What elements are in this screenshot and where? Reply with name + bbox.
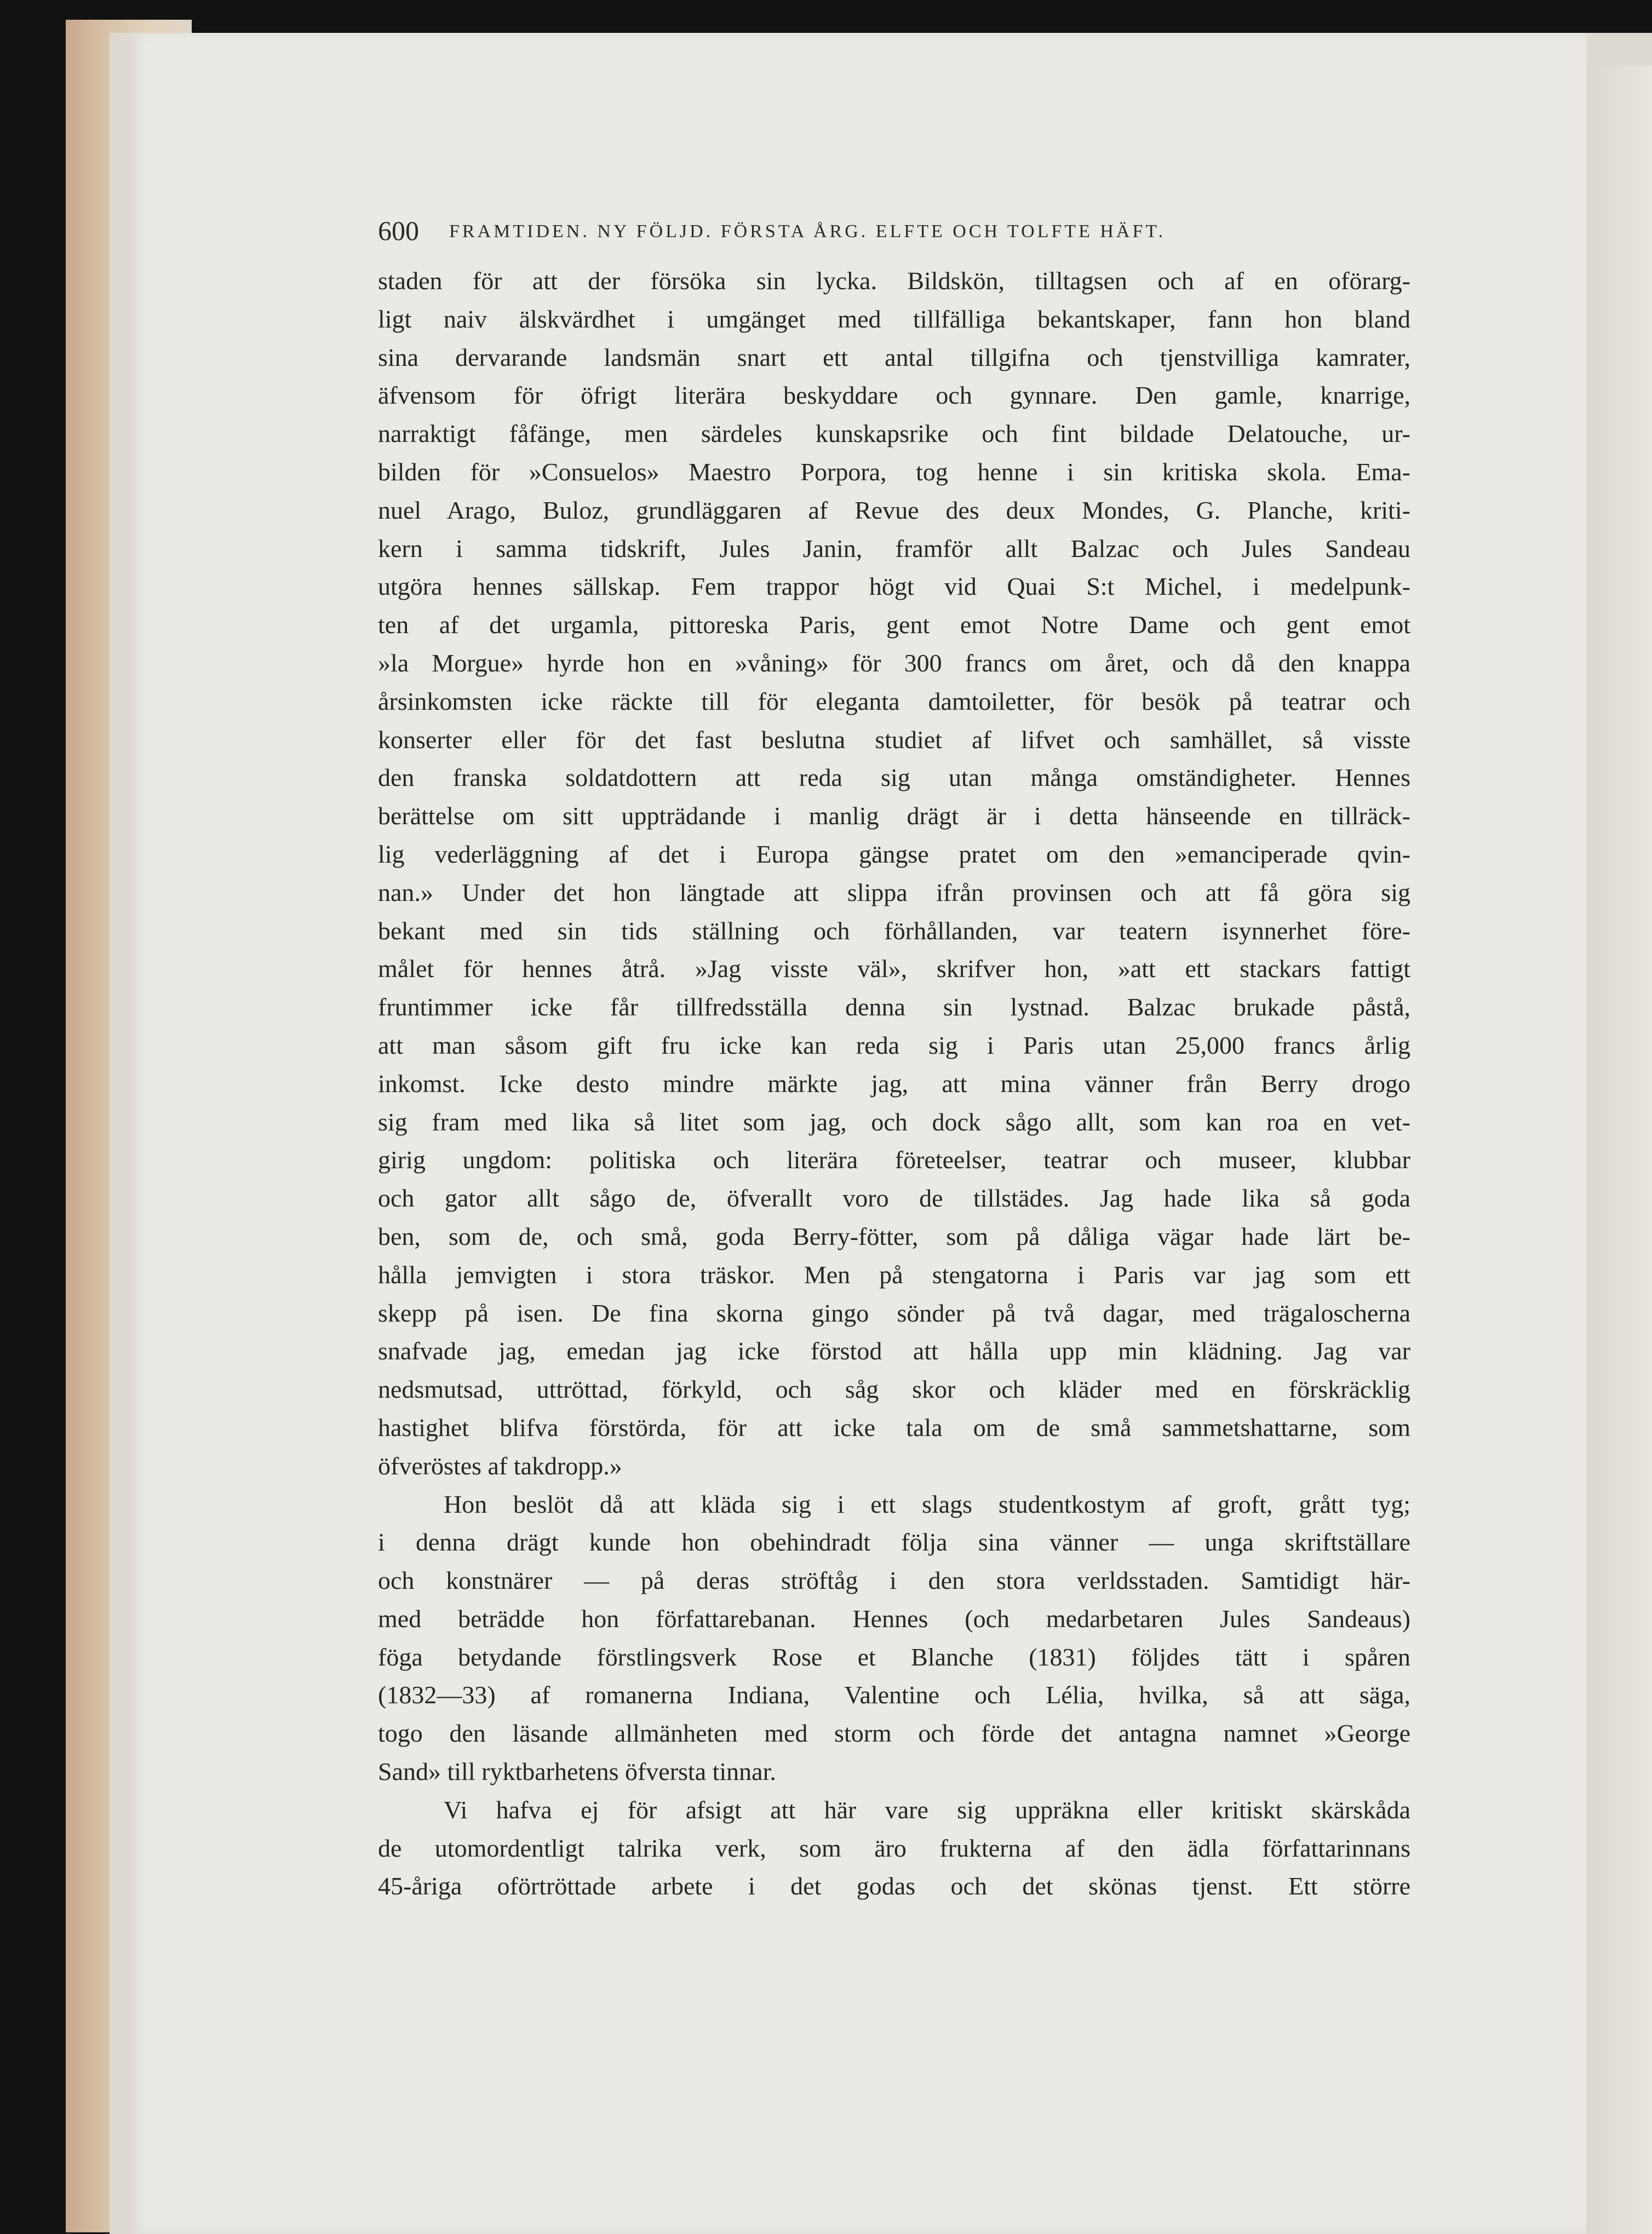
page-header	[378, 215, 1410, 253]
text-line: girig ungdom: politiska och literära företeelser, teatrar och museer, klubbar	[378, 1146, 1410, 1174]
text-line: med beträdde hon författarebanan. Hennes (och medarbetaren Jules Sandeaus)	[378, 1604, 1410, 1633]
text-line: årsinkomsten icke räckte till för eleganta damtoiletter, för besök på teatrar och	[378, 687, 1410, 715]
text-line: hålla jemvigten i stora träskor. Men på stengatorna i Paris var jag som ett	[378, 1260, 1410, 1289]
text-line: utgöra hennes sällskap. Fem trappor högt vid Quai S:t Michel, i medelpunk-	[378, 572, 1410, 601]
text-line: Hon beslöt då att kläda sig i ett slags studentkostym af groft, grått tyg;	[444, 1490, 1410, 1518]
text-line: bilden för »Consuelos» Maestro Porpora, tog henne i sin kritiska skola. Ema-	[378, 457, 1410, 486]
text-line: narraktigt fåfänge, men särdeles kunskapsrike och fint bildade Delatouche, ur-	[378, 420, 1410, 448]
text-line: nuel Arago, Buloz, grundläggaren af Revue des deux Mondes, G. Planche, kriti-	[378, 496, 1410, 524]
text-line: staden för att der försöka sin lycka. Bildskön, tilltagsen och af en oförarg-	[378, 267, 1410, 295]
text-line: äfvensom för öfrigt literära beskyddare och gynnare. Den gamle, knarrige,	[378, 381, 1410, 410]
text-line: togo den läsande allmänheten med storm och förde det antagna namnet »George	[378, 1719, 1410, 1748]
text-line: Sand» till ryktbarhetens öfversta tinnar.	[378, 1758, 776, 1786]
text-line: de utomordentligt talrika verk, som äro frukterna af den ädla författarinnans	[378, 1834, 1410, 1862]
text-line: konserter eller för det fast beslutna studiet af lifvet och samhället, så visste	[378, 725, 1410, 754]
text-line: föga betydande förstlingsverk Rose et Blanche (1831) följdes tätt i spåren	[378, 1643, 1410, 1671]
text-line: öfveröstes af takdropp.»	[378, 1451, 622, 1480]
text-line: sina dervarande landsmän snart ett antal tillgifna och tjenstvilliga kamrater,	[378, 343, 1410, 371]
text-line: 45-åriga oförtröttade arbete i det godas och det skönas tjenst. Ett större	[378, 1872, 1410, 1900]
text-line: (1832—33) af romanerna Indiana, Valentine och Lélia, hvilka, så att säga,	[378, 1681, 1410, 1709]
text-line: och konstnärer — på deras ströftåg i den stora verldsstaden. Samtidigt här-	[378, 1566, 1410, 1595]
text-line: målet för hennes åtrå. »Jag visste väl», skrifver hon, »att ett stackars fattigt	[378, 955, 1410, 983]
text-line: »la Morgue» hyrde hon en »våning» för 300 francs om året, och då den knappa	[378, 648, 1410, 677]
text-line: snafvade jag, emedan jag icke förstod att hålla upp min klädning. Jag var	[378, 1337, 1410, 1365]
text-line: nedsmutsad, uttröttad, förkyld, och såg skor och kläder med en förskräcklig	[378, 1375, 1410, 1404]
text-line: Vi hafva ej för afsigt att här vare sig uppräkna eller kritiskt skärskåda	[444, 1795, 1410, 1824]
text-line: att man såsom gift fru icke kan reda sig i Paris utan 25,000 francs årlig	[378, 1031, 1410, 1059]
text-line: sig fram med lika så litet som jag, och dock sågo allt, som kan roa en vet-	[378, 1107, 1410, 1136]
text-line: ben, som de, och små, goda Berry-fötter, som på dåliga vägar hade lärt be-	[378, 1222, 1410, 1250]
text-line: fruntimmer icke får tillfredsställa denna sin lystnad. Balzac brukade påstå,	[378, 993, 1410, 1021]
text-line: nan.» Under det hon längtade att slippa ifrån provinsen och att få göra sig	[378, 878, 1410, 906]
page-number: 600	[378, 215, 419, 246]
text-line: och gator allt sågo de, öfverallt voro de tillstädes. Jag hade lika så goda	[378, 1184, 1410, 1213]
text-line: berättelse om sitt uppträdande i manlig drägt är i detta hänseende en tillräck-	[378, 802, 1410, 830]
running-head: FRAMTIDEN. NY FÖLJD. FÖRSTA ÅRG. ELFTE OCH TOLFTE HÄFT.	[449, 221, 1166, 242]
text-line: lig vederläggning af det i Europa gängse pratet om den »emanciperade qvin-	[378, 840, 1410, 868]
text-line: den franska soldatdottern att reda sig utan många omständigheter. Hennes	[378, 763, 1410, 792]
text-line: ligt naiv älskvärdhet i umgänget med tillfälliga bekantskaper, fann hon bland	[378, 305, 1410, 333]
page-edge	[1586, 66, 1652, 2234]
text-line: skepp på isen. De fina skorna gingo sönder på två dagar, med trägaloscherna	[378, 1299, 1410, 1327]
text-line: i denna drägt kunde hon obehindradt följa sina vänner — unga skriftställare	[378, 1528, 1410, 1557]
text-line: ten af det urgamla, pittoreska Paris, gent emot Notre Dame och gent emot	[378, 611, 1410, 639]
text-line: inkomst. Icke desto mindre märkte jag, att mina vänner från Berry drogo	[378, 1069, 1410, 1098]
text-line: bekant med sin tids ställning och förhållanden, var teatern isynnerhet före-	[378, 916, 1410, 945]
body-text	[378, 262, 1410, 1905]
text-line: hastighet blifva förstörda, för att icke tala om de små sammetshattarne, som	[378, 1413, 1410, 1442]
text-line: kern i samma tidskrift, Jules Janin, framför allt Balzac och Jules Sandeau	[378, 534, 1410, 562]
